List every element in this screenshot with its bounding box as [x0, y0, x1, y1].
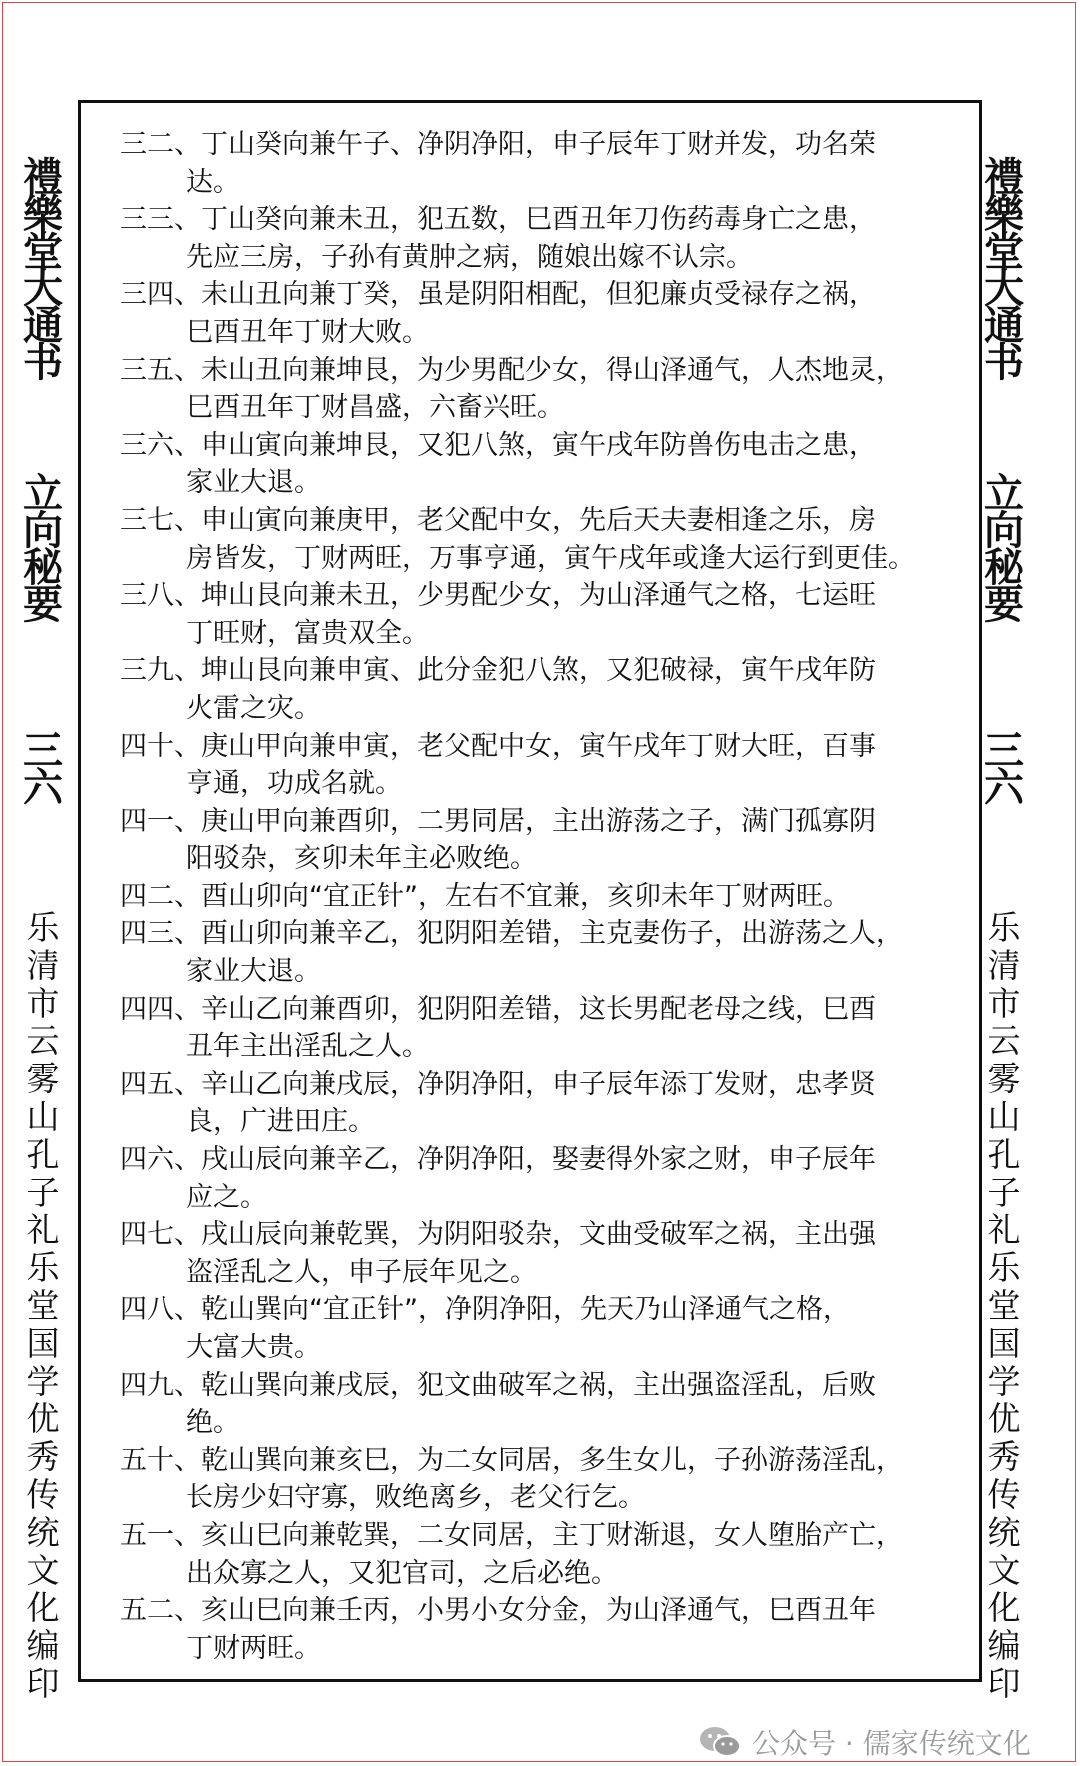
sidebar-glyph: 雾	[987, 1059, 1021, 1099]
left-publisher	[27, 909, 60, 1703]
sidebar-glyph: 通	[23, 303, 63, 349]
sidebar-glyph: 文	[26, 1550, 60, 1590]
sidebar-glyph: 清	[26, 945, 60, 985]
sidebar-glyph: 清	[987, 945, 1021, 985]
entry-item	[120, 126, 970, 201]
entry-line: 四二、酉山卯向“宜正针”，左右不宜兼，亥卯未年丁财两旺。	[120, 880, 850, 912]
entry-line: 三三、丁山癸向兼未丑，犯五数，巳酉丑年刀伤药毒身亡之患，	[120, 204, 876, 236]
sidebar-glyph: 印	[26, 1663, 60, 1703]
entry-continuation-line: 大富大贵。	[186, 1332, 321, 1363]
entry-item	[120, 276, 970, 351]
sidebar-glyph: 学	[987, 1361, 1021, 1401]
sidebar-glyph: 传	[987, 1474, 1021, 1514]
entry-line: 四五、辛山乙向兼戌辰，净阴净阳，申子辰年添丁发财，忠孝贤	[120, 1068, 876, 1100]
sidebar-glyph: 堂	[23, 229, 63, 275]
sidebar-glyph: 大	[23, 266, 63, 312]
entry-item	[120, 577, 970, 652]
sidebar-glyph: 统	[26, 1512, 60, 1552]
entry-line: 五十、乾山巽向兼亥巳，为二女同居，多生女儿，子孙游荡淫乱，	[120, 1444, 903, 1476]
sidebar-glyph: 编	[26, 1626, 60, 1666]
entry-continuation-line: 盗淫乱之人，申子辰年见之。	[186, 1256, 537, 1288]
entries-list	[120, 126, 970, 1667]
entry-line: 三七、申山寅向兼庚甲，老父配中女，先后天夫妻相逢之乐，房	[120, 504, 876, 536]
entry-line: 五二、亥山巳向兼壬丙，小男小女分金，为山泽通气，巳酉丑年	[120, 1595, 876, 1627]
sidebar-glyph: 三	[984, 728, 1024, 774]
entry-line: 三九、坤山艮向兼申寅、此分金犯八煞，又犯破禄，寅午戌年防	[120, 655, 876, 687]
sidebar-glyph: 文	[987, 1550, 1021, 1590]
entry-continuation-line: 绝。	[186, 1407, 240, 1439]
wechat-icon	[698, 1724, 742, 1760]
entry-item	[120, 427, 970, 502]
sidebar-glyph: 堂	[984, 229, 1024, 275]
sidebar-glyph: 编	[987, 1626, 1021, 1666]
sidebar-glyph: 六	[984, 765, 1024, 811]
sidebar-glyph: 礼	[987, 1210, 1021, 1250]
entry-item	[120, 878, 970, 916]
footer-text: 公众号 · 儒家传统文化	[752, 1727, 1031, 1760]
entry-item	[120, 1216, 970, 1291]
sidebar-glyph: 优	[26, 1399, 60, 1439]
sidebar-glyph: 乐	[26, 1248, 60, 1288]
left-chapter-title	[23, 471, 63, 628]
entry-item	[120, 1367, 970, 1442]
entry-line: 五一、亥山巳向兼乾巽，二女同居，主丁财渐退，女人堕胎产亡，	[120, 1519, 903, 1551]
entry-item	[120, 352, 970, 427]
entry-line: 三六、申山寅向兼坤艮，又犯八煞，寅午戌年防兽伤电击之患，	[120, 429, 876, 461]
entry-line: 四十、庚山甲向兼申寅，老父配中女，寅午戌年丁财大旺，百事	[120, 730, 876, 762]
sidebar-glyph: 孔	[987, 1134, 1021, 1174]
sidebar-glyph: 秀	[987, 1437, 1021, 1477]
entry-item	[120, 652, 970, 727]
right-page-number	[984, 728, 1024, 813]
sidebar-glyph: 乐	[26, 908, 60, 947]
left-page-number	[23, 728, 63, 813]
entry-item	[120, 201, 970, 276]
sidebar-glyph: 通	[984, 303, 1024, 349]
sidebar-glyph: 优	[987, 1399, 1021, 1439]
sidebar-glyph: 樂	[984, 192, 1024, 238]
entry-continuation-line: 应之。	[186, 1181, 267, 1213]
sidebar-glyph: 书	[23, 340, 63, 386]
sidebar-glyph: 国	[987, 1323, 1021, 1363]
entry-line: 四七、戌山辰向兼乾巽，为阴阳驳杂，文曲受破军之祸，主出强	[120, 1219, 876, 1251]
sidebar-glyph: 要	[23, 582, 63, 628]
entry-line: 三八、坤山艮向兼未丑，少男配少女，为山泽通气之格，七运旺	[120, 580, 876, 612]
sidebar-glyph: 堂	[987, 1285, 1021, 1325]
sidebar-glyph: 禮	[984, 155, 1024, 201]
entry-continuation-line: 良，广进田庄。	[186, 1106, 375, 1138]
sidebar-glyph: 山	[26, 1096, 60, 1136]
sidebar-glyph: 子	[987, 1172, 1021, 1212]
sidebar-glyph: 向	[984, 508, 1024, 554]
entry-continuation-line: 长房少妇守寡，败绝离乡，老父行乞。	[186, 1482, 645, 1514]
entry-continuation-line: 巳酉丑年丁财大败。	[186, 316, 429, 348]
sidebar-glyph: 雾	[26, 1059, 60, 1099]
sidebar-glyph: 乐	[987, 908, 1021, 947]
entry-continuation-line: 丁财两旺。	[186, 1632, 321, 1664]
sidebar-glyph: 传	[26, 1474, 60, 1514]
sidebar-glyph: 三	[23, 728, 63, 774]
sidebar-glyph: 礼	[26, 1210, 60, 1250]
entry-item	[120, 1442, 970, 1517]
entry-item	[120, 1291, 970, 1366]
sidebar-glyph: 化	[987, 1588, 1021, 1628]
footer-watermark	[698, 1722, 1031, 1762]
entry-line: 四四、辛山乙向兼酉卯，犯阴阳差错，这长男配老母之线，巳酉	[120, 993, 876, 1025]
entry-continuation-line: 房皆发，丁财两旺，万事亨通，寅午戌年或逢大运行到更佳。	[186, 542, 915, 574]
sidebar-glyph: 秘	[23, 545, 63, 591]
right-publisher	[988, 909, 1021, 1703]
entry-continuation-line: 丁旺财，富贵双全。	[186, 617, 429, 649]
entry-item	[120, 1141, 970, 1216]
sidebar-glyph: 秘	[984, 545, 1024, 591]
sidebar-glyph: 印	[987, 1663, 1021, 1703]
sidebar-glyph: 立	[984, 471, 1024, 517]
entry-line: 四九、乾山巽向兼戌辰，犯文曲破军之祸，主出强盗淫乱，后败	[120, 1369, 876, 1401]
entry-continuation-line: 阳驳杂，亥卯未年主必败绝。	[186, 843, 537, 875]
entry-continuation-line: 火雷之灾。	[186, 692, 321, 724]
entry-line: 三五、未山丑向兼坤艮，为少男配少女，得山泽通气，人杰地灵，	[120, 354, 903, 386]
entry-item	[120, 728, 970, 803]
entry-continuation-line: 达。	[186, 166, 240, 198]
sidebar-glyph: 秀	[26, 1437, 60, 1477]
sidebar-glyph: 市	[26, 983, 60, 1023]
sidebar-glyph: 子	[26, 1172, 60, 1212]
entry-item	[120, 1517, 970, 1592]
sidebar-glyph: 乐	[987, 1248, 1021, 1288]
entry-line: 三二、丁山癸向兼午子、净阴净阳，申子辰年丁财并发，功名荣	[120, 129, 876, 160]
sidebar-glyph: 六	[23, 765, 63, 811]
entry-continuation-line: 丑年主出淫乱之人。	[186, 1031, 429, 1063]
entry-continuation-line: 家业大退。	[186, 467, 321, 499]
right-book-title	[984, 155, 1024, 400]
entry-continuation-line: 先应三房，子孙有黄肿之病，随娘出嫁不认宗。	[186, 241, 753, 273]
entry-continuation-line: 家业大退。	[186, 956, 321, 988]
left-sidebar	[8, 155, 78, 1703]
right-chapter-title	[984, 471, 1024, 628]
sidebar-glyph: 向	[23, 508, 63, 554]
entry-item	[120, 803, 970, 878]
sidebar-glyph: 市	[987, 983, 1021, 1023]
sidebar-glyph: 学	[26, 1361, 60, 1401]
sidebar-glyph: 禮	[23, 155, 63, 201]
entry-continuation-line: 出众寡之人，又犯官司，之后必绝。	[186, 1557, 618, 1589]
entry-continuation-line: 亨通，功成名就。	[186, 768, 402, 800]
entry-item	[120, 502, 970, 577]
entry-line: 四八、乾山巽向“宜正针”，净阴净阳，先天乃山泽通气之格，	[120, 1294, 850, 1326]
sidebar-glyph: 国	[26, 1323, 60, 1363]
left-book-title	[23, 155, 63, 400]
sidebar-glyph: 樂	[23, 192, 63, 238]
sidebar-glyph: 要	[984, 582, 1024, 628]
entry-continuation-line: 巳酉丑年丁财昌盛，六畜兴旺。	[186, 392, 564, 424]
entry-item	[120, 1066, 970, 1141]
sidebar-glyph: 大	[984, 266, 1024, 312]
entry-item	[120, 1592, 970, 1667]
sidebar-glyph: 统	[987, 1512, 1021, 1552]
sidebar-glyph: 立	[23, 471, 63, 517]
sidebar-glyph: 山	[987, 1096, 1021, 1136]
entry-line: 四一、庚山甲向兼酉卯，二男同居，主出游荡之子，满门孤寡阴	[120, 805, 876, 837]
entry-item	[120, 991, 970, 1066]
sidebar-glyph: 化	[26, 1588, 60, 1628]
entry-line: 三四、未山丑向兼丁癸，虽是阴阳相配，但犯廉贞受禄存之祸，	[120, 279, 876, 311]
sidebar-glyph: 云	[26, 1021, 60, 1061]
sidebar-glyph: 孔	[26, 1134, 60, 1174]
entry-line: 四六、戌山辰向兼辛乙，净阴净阳，娶妻得外家之财，申子辰年	[120, 1144, 876, 1176]
sidebar-glyph: 云	[987, 1021, 1021, 1061]
sidebar-glyph: 书	[984, 340, 1024, 386]
entry-item	[120, 915, 970, 990]
entry-line: 四三、酉山卯向兼辛乙，犯阴阳差错，主克妻伤子，出游荡之人，	[120, 918, 903, 950]
sidebar-glyph: 堂	[26, 1285, 60, 1325]
